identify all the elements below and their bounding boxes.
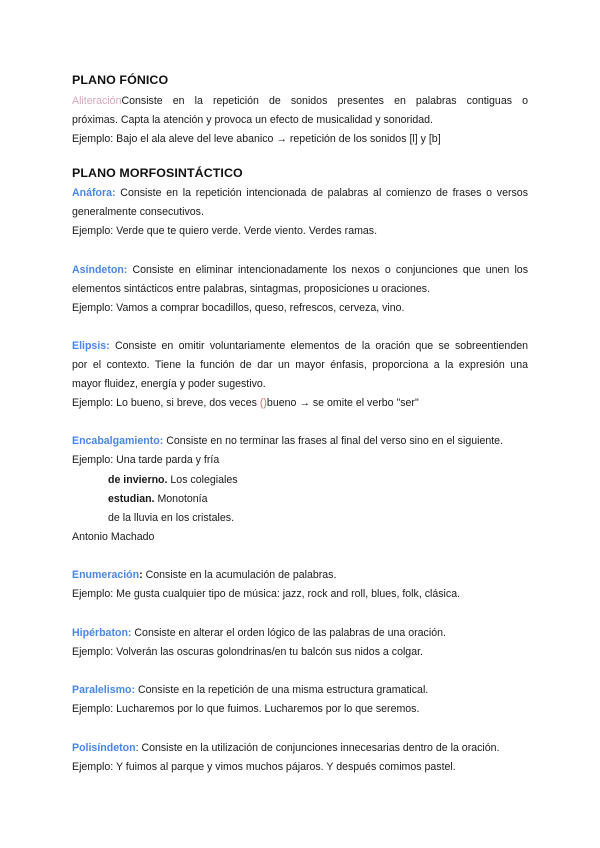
- anafora-example: Ejemplo: Verde que te quiero verde. Verde viento. Verdes ramas.: [72, 225, 378, 237]
- encabalgamiento-def: Encabalgamiento: Consiste en no terminar las frases al final del verso sino en el siguiente.: [72, 435, 504, 447]
- term-enumeracion: Enumeración: [72, 569, 140, 581]
- heading-plano-fonico: PLANO FÓNICO: [72, 73, 169, 87]
- term-hiperbaton: Hipérbaton:: [72, 627, 132, 639]
- elipsis-example: Ejemplo: Lo bueno, si breve, dos veces ()bueno → se omite el verbo "ser": [72, 397, 419, 409]
- encabalgamiento-example-intro: Ejemplo: Una tarde parda y fría: [72, 454, 220, 466]
- omission-mark: (): [259, 397, 267, 409]
- term-paralelismo: Paralelismo:: [72, 684, 136, 696]
- polisindeton-example: Ejemplo: Y fuimos al parque y vimos muchos pájaros. Y después comimos pastel.: [72, 761, 456, 773]
- polisindeton-def: Polisíndeton: Consiste en la utilización de conjunciones innecesarias dentro de la oración.: [72, 742, 500, 754]
- elipsis-def-line-2: por el contexto. Tiene la función de dar un mayor énfasis, proporciona a la expresión una: [72, 359, 528, 371]
- term-polisindeton: Polisíndeton: [72, 742, 136, 754]
- term-encabalgamiento: Encabalgamiento:: [72, 435, 164, 447]
- paralelismo-def: Paralelismo: Consiste en la repetición de una misma estructura gramatical.: [72, 684, 429, 696]
- heading-plano-morfosintactico: PLANO MORFOSINTÁCTICO: [72, 166, 243, 180]
- term-anafora: Anáfora:: [72, 187, 116, 199]
- anafora-def-line-1: Anáfora: Consiste en la repetición intencionada de palabras al comienzo de frases o versos: [72, 187, 528, 199]
- poem-author: Antonio Machado: [72, 531, 155, 543]
- poem-line-4: de la lluvia en los cristales.: [108, 512, 235, 524]
- enumeracion-def: Enumeración: Consiste en la acumulación de palabras.: [72, 569, 337, 581]
- elipsis-def-line-1: Elipsis: Consiste en omitir voluntariamente elementos de la oración que se sobreentienden: [72, 340, 528, 352]
- term-asindeton: Asíndeton:: [72, 264, 128, 276]
- poem-line-2: de invierno. Los colegiales: [108, 474, 238, 486]
- enumeracion-example: Ejemplo: Me gusta cualquier tipo de música: jazz, rock and roll, blues, folk, clásica.: [72, 588, 461, 600]
- asindeton-example: Ejemplo: Vamos a comprar bocadillos, queso, refrescos, cerveza, vino.: [72, 302, 405, 314]
- term-elipsis: Elipsis:: [72, 340, 110, 352]
- paralelismo-example: Ejemplo: Lucharemos por lo que fuimos. Lucharemos por lo que seremos.: [72, 703, 420, 715]
- aliteracion-def-line-2: próximas. Capta la atención y provoca un efecto de musicalidad y sonoridad.: [72, 114, 433, 126]
- aliteracion-def-line-1: AliteraciónConsiste en la repetición de sonidos presentes en palabras contiguas o: [72, 95, 528, 107]
- asindeton-def-line-1: Asíndeton: Consiste en eliminar intencionadamente los nexos o conjunciones que unen los: [72, 264, 528, 276]
- elipsis-def-line-3: mayor fluidez, energía y poder sugestivo.: [72, 378, 266, 390]
- hiperbaton-def: Hipérbaton: Consiste en alterar el orden lógico de las palabras de una oración.: [72, 627, 446, 639]
- aliteracion-example: Ejemplo: Bajo el ala aleve del leve abanico → repetición de los sonidos [l] y [b]: [72, 133, 441, 145]
- anafora-def-line-2: generalmente consecutivos.: [72, 206, 204, 218]
- poem-line-3: estudian. Monotonía: [108, 493, 208, 505]
- asindeton-def-line-2: elementos sintácticos entre palabras, sintagmas, proposiciones u oraciones.: [72, 283, 431, 295]
- term-aliteracion: Aliteración: [72, 95, 122, 107]
- hiperbaton-example: Ejemplo: Volverán las oscuras golondrinas/en tu balcón sus nidos a colgar.: [72, 646, 423, 658]
